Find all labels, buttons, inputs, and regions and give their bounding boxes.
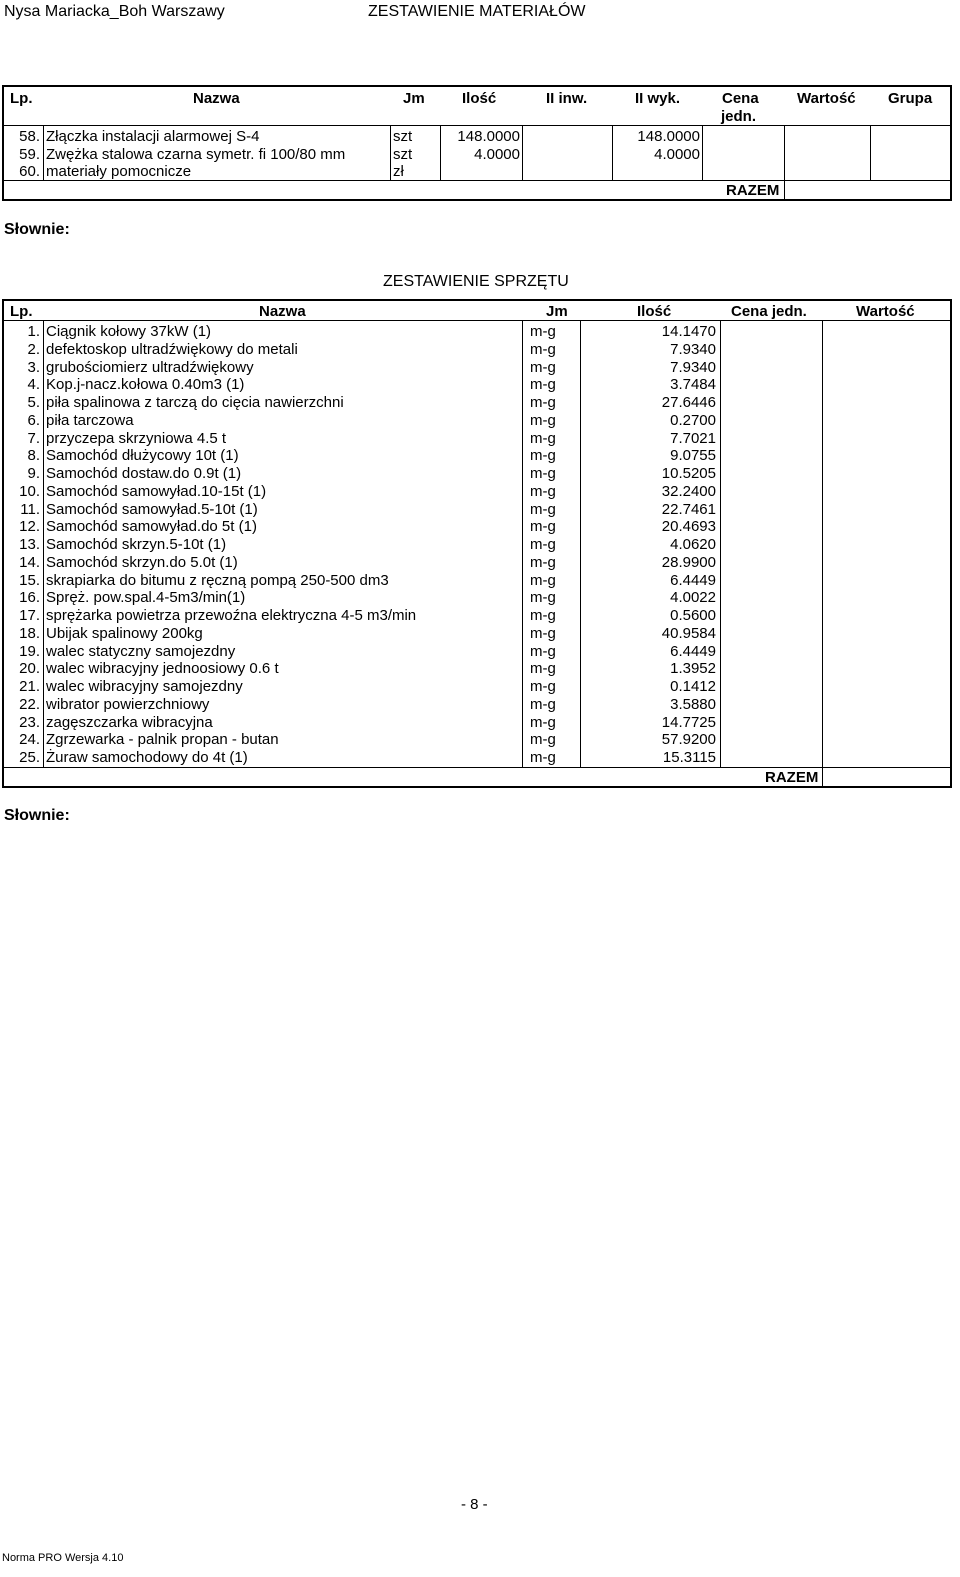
cell-jm: m-g [530, 536, 556, 553]
cell-nazwa: Samochód samowyład.do 5t (1) [46, 518, 257, 535]
cell-jm: m-g [530, 412, 556, 429]
cell-jm: m-g [530, 501, 556, 518]
cell-jm: m-g [530, 572, 556, 589]
col-header-wartosc: Wartość [856, 303, 915, 320]
cell-lp: 18. [19, 625, 40, 642]
col-header-jm: Jm [403, 90, 425, 107]
cell-nazwa: sprężarka powietrza przewoźna elektryczna 4-5 m3/min [46, 607, 417, 624]
cell-jm: m-g [530, 394, 556, 411]
cell-nazwa: grubościomierz ultradźwiękowy [46, 359, 254, 376]
cell-lp: 12. [19, 518, 40, 535]
cell-nazwa: Samochód skrzyn.do 5.0t (1) [46, 554, 238, 571]
cell-jm: m-g [530, 341, 556, 358]
cell-lp: 13. [19, 536, 40, 553]
cell-lp: 10. [19, 483, 40, 500]
cell-lp: 19. [19, 643, 40, 660]
cell-jm: m-g [530, 589, 556, 606]
cell-nazwa: Zwężka stalowa czarna symetr. fi 100/80 mm [46, 146, 346, 163]
cell-jm: m-g [530, 483, 556, 500]
cell-lp: 21. [19, 678, 40, 695]
cell-nazwa: walec wibracyjny jednoosiowy 0.6 t [46, 660, 279, 677]
cell-ilosc: 6.4449 [670, 572, 716, 589]
cell-ilosc: 3.5880 [670, 696, 716, 713]
cell-lp: 11. [20, 501, 40, 518]
cell-ii-wyk: 4.0000 [654, 146, 700, 163]
cell-jm: szt [393, 128, 413, 145]
cell-nazwa: Samochód samowyład.5-10t (1) [46, 501, 258, 518]
cell-jm: m-g [530, 359, 556, 376]
cell-nazwa: Samochód dłużycowy 10t (1) [46, 447, 239, 464]
cell-lp: 59. [19, 146, 40, 163]
slownie-label-equipment: Słownie: [4, 807, 70, 824]
cell-lp: 5. [27, 394, 40, 411]
cell-lp: 25. [19, 749, 40, 766]
cell-nazwa: piła spalinowa z tarczą do cięcia nawierzchni [46, 394, 344, 411]
cell-ilosc: 7.9340 [670, 359, 716, 376]
cell-nazwa: Kop.j-nacz.kołowa 0.40m3 (1) [46, 376, 245, 393]
cell-jm: m-g [530, 678, 556, 695]
cell-jm: m-g [530, 323, 556, 340]
cell-nazwa: zagęszczarka wibracyjna [46, 714, 213, 731]
cell-jm: m-g [530, 607, 556, 624]
cell-ilosc: 0.1412 [670, 678, 716, 695]
equipment-razem-label: RAZEM [765, 769, 819, 786]
cell-nazwa: piła tarczowa [46, 412, 134, 429]
cell-ilosc: 3.7484 [670, 376, 716, 393]
cell-ii-wyk: 148.0000 [637, 128, 700, 145]
cell-jm: m-g [530, 465, 556, 482]
cell-lp: 3. [27, 359, 40, 376]
cell-nazwa: skrapiarka do bitumu z ręczną pompą 250-500 dm3 [46, 572, 389, 589]
cell-nazwa: defektoskop ultradźwiękowy do metali [46, 341, 298, 358]
cell-lp: 58. [19, 128, 40, 145]
cell-nazwa: Samochód samowyład.10-15t (1) [46, 483, 267, 500]
cell-ilosc: 7.7021 [670, 430, 716, 447]
col-header-lp: Lp. [10, 303, 33, 320]
cell-nazwa: Spręż. pow.spal.4-5m3/min(1) [46, 589, 246, 606]
cell-ilosc: 148.0000 [457, 128, 520, 145]
cell-ilosc: 14.7725 [661, 714, 716, 731]
col-header-wartosc: Wartość [797, 90, 856, 107]
cell-jm: m-g [530, 625, 556, 642]
col-header-ilosc: Ilość [637, 303, 672, 320]
cell-lp: 4. [27, 376, 40, 393]
col-header-ii-inw: II inw. [546, 90, 588, 107]
cell-ilosc: 0.2700 [670, 412, 716, 429]
cell-ilosc: 0.5600 [670, 607, 716, 624]
cell-jm: m-g [530, 447, 556, 464]
cell-nazwa: materiały pomocnicze [46, 163, 192, 180]
cell-nazwa: Samochód dostaw.do 0.9t (1) [46, 465, 242, 482]
cell-nazwa: Żuraw samochodowy do 4t (1) [46, 749, 248, 766]
cell-jm: m-g [530, 660, 556, 677]
materials-razem-label: RAZEM [726, 182, 780, 199]
cell-jm: zł [393, 163, 404, 180]
cell-jm: m-g [530, 749, 556, 766]
software-brand: Norma PRO Wersja 4.10 [2, 1552, 124, 1564]
cell-lp: 17. [19, 607, 40, 624]
cell-ilosc: 28.9900 [661, 554, 716, 571]
cell-ilosc: 4.0022 [670, 589, 716, 606]
cell-lp: 7. [27, 430, 40, 447]
cell-lp: 20. [19, 660, 40, 677]
cell-jm: m-g [530, 554, 556, 571]
cell-nazwa: Zgrzewarka - palnik propan - butan [46, 731, 279, 748]
cell-lp: 16. [19, 589, 40, 606]
cell-lp: 23. [19, 714, 40, 731]
cell-jm: m-g [530, 714, 556, 731]
slownie-label-materials: Słownie: [4, 221, 70, 238]
cell-jm: m-g [530, 696, 556, 713]
cell-jm: m-g [530, 643, 556, 660]
col-header-lp: Lp. [10, 90, 33, 107]
materials-section-title: ZESTAWIENIE MATERIAŁÓW [368, 3, 586, 20]
cell-lp: 15. [19, 572, 40, 589]
cell-ilosc: 10.5205 [661, 465, 716, 482]
col-header-cena: Cena [722, 90, 759, 107]
cell-nazwa: walec wibracyjny samojezdny [46, 678, 243, 695]
cell-lp: 9. [27, 465, 40, 482]
cell-lp: 22. [19, 696, 40, 713]
cell-ilosc: 1.3952 [670, 660, 716, 677]
cell-lp: 1. [27, 323, 40, 340]
cell-jm: m-g [530, 731, 556, 748]
cell-ilosc: 15.3115 [662, 749, 716, 766]
cell-ilosc: 32.2400 [661, 483, 716, 500]
cell-jm: m-g [530, 430, 556, 447]
col-header-jm: Jm [546, 303, 568, 320]
cell-ilosc: 6.4449 [670, 643, 716, 660]
cell-lp: 2. [27, 341, 40, 358]
cell-nazwa: wibrator powierzchniowy [46, 696, 210, 713]
cell-lp: 6. [27, 412, 40, 429]
col-header-grupa: Grupa [888, 90, 933, 107]
cell-ilosc: 40.9584 [661, 625, 716, 642]
cell-nazwa: walec statyczny samojezdny [46, 643, 236, 660]
cell-nazwa: Ciągnik kołowy 37kW (1) [46, 323, 212, 340]
equipment-section-title: ZESTAWIENIE SPRZĘTU [383, 273, 569, 290]
page-number: - 8 - [461, 1496, 488, 1513]
cell-jm: m-g [530, 376, 556, 393]
cell-ilosc: 4.0620 [670, 536, 716, 553]
cell-nazwa: Ubijak spalinowy 200kg [46, 625, 203, 642]
cell-ilosc: 22.7461 [661, 501, 716, 518]
cell-ilosc: 4.0000 [474, 146, 520, 163]
cell-ilosc: 27.6446 [661, 394, 716, 411]
col-header-cena: Cena jedn. [731, 303, 807, 320]
cell-lp: 14. [19, 554, 40, 571]
cell-jm: m-g [530, 518, 556, 535]
cell-lp: 60. [19, 163, 40, 180]
col-header-nazwa: Nazwa [193, 90, 240, 107]
cell-lp: 24. [19, 731, 40, 748]
cell-ilosc: 57.9200 [661, 731, 716, 748]
cell-ilosc: 14.1470 [661, 323, 716, 340]
cell-nazwa: Samochód skrzyn.5-10t (1) [46, 536, 227, 553]
col-header-nazwa: Nazwa [259, 303, 306, 320]
cell-ilosc: 9.0755 [670, 447, 716, 464]
cell-ilosc: 7.9340 [670, 341, 716, 358]
cell-ilosc: 20.4693 [661, 518, 716, 535]
col-header-cena-jedn: jedn. [721, 108, 757, 125]
cell-lp: 8. [27, 447, 40, 464]
col-header-ii-wyk: II wyk. [635, 90, 681, 107]
cell-nazwa: przyczepa skrzyniowa 4.5 t [46, 430, 227, 447]
cell-nazwa: Złączka instalacji alarmowej S-4 [46, 128, 260, 145]
cell-jm: szt [393, 146, 413, 163]
col-header-ilosc: Ilość [462, 90, 497, 107]
document-project-title: Nysa Mariacka_Boh Warszawy [4, 3, 225, 20]
